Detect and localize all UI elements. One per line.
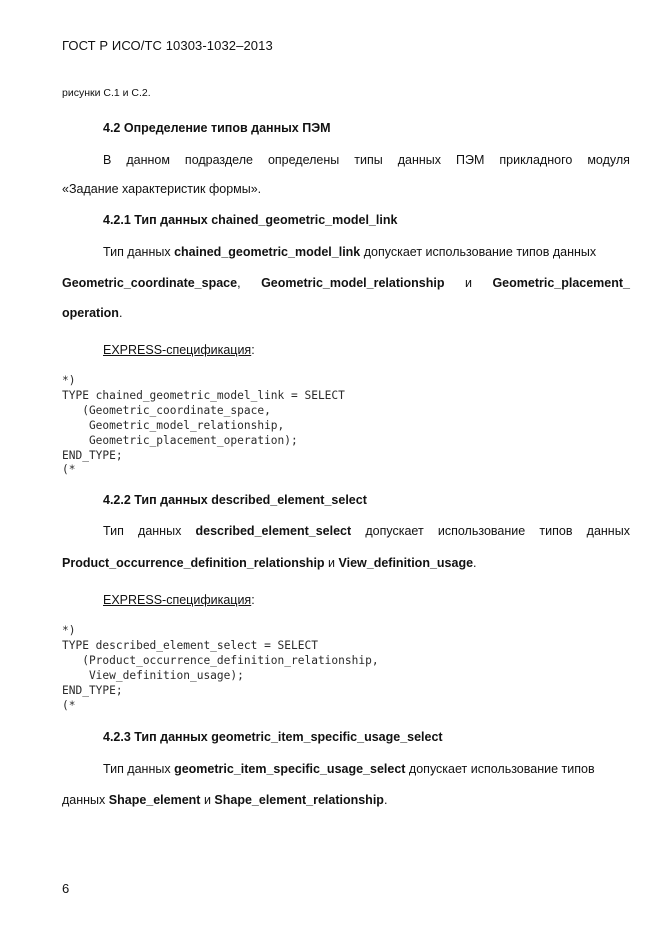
section-4-2-para-line2: «Задание характеристик формы». [62, 182, 262, 196]
code-line: *) [62, 374, 76, 387]
express-spec-link: EXPRESS-спецификация [103, 593, 252, 607]
colon: : [251, 593, 255, 607]
word: использование [437, 524, 526, 538]
period: . [473, 556, 477, 570]
section-4-2-1-heading: 4.2.1 Тип данных chained_geometric_model_link [103, 213, 398, 227]
document-header: ГОСТ Р ИСО/ТС 10303-1032–2013 [62, 38, 273, 53]
type-name: Geometric_placement_ [492, 276, 630, 290]
express-code-block [62, 374, 345, 478]
word: типы [354, 153, 383, 167]
text-segment: Тип данных [103, 245, 175, 259]
code-line: (* [62, 463, 76, 477]
intro-text: рисунки С.1 и С.2. [62, 87, 151, 99]
colon: : [251, 343, 255, 357]
type-name: View_definition_usage [338, 556, 474, 570]
text-segment: данных [62, 793, 109, 807]
word: данных [586, 524, 630, 538]
word: модуля [587, 153, 630, 167]
type-name: chained_geometric_model_link [174, 245, 361, 259]
text-segment: Тип данных [103, 762, 175, 776]
comma: , [237, 276, 241, 290]
text-segment: допускает использование типов [405, 762, 595, 776]
section-4-2-1-line2 [62, 276, 630, 290]
section-4-2-3-line1 [103, 762, 595, 776]
section-4-2-2-line1 [103, 524, 630, 538]
code-line: TYPE described_element_select = SELECT [62, 638, 318, 652]
code-line: View_definition_usage); [62, 668, 244, 682]
text-segment: допускает использование типов данных [360, 245, 597, 259]
conjunction: и [200, 793, 215, 807]
section-4-2-3-line2 [62, 793, 387, 807]
type-name: Geometric_model_relationship [261, 276, 445, 290]
section-4-2-2-line2 [62, 556, 477, 570]
conjunction: и [464, 276, 472, 290]
section-4-2-1-line1 [103, 245, 596, 259]
word: данных [138, 524, 182, 538]
word: прикладного [499, 153, 573, 167]
word: Тип [103, 524, 124, 538]
code-line: TYPE chained_geometric_model_link = SELECT [62, 388, 345, 402]
code-line: END_TYPE; [62, 683, 123, 697]
period: . [383, 793, 388, 807]
page-number: 6 [62, 881, 70, 896]
type-name: operation [62, 306, 119, 320]
section-4-2-2-heading: 4.2.2 Тип данных described_element_select [103, 493, 367, 507]
type-name: Shape_element_relationship [214, 793, 384, 807]
code-line: (Geometric_coordinate_space, [62, 403, 271, 417]
type-name: Product_occurrence_definition_relationship [62, 556, 325, 570]
code-line: *) [62, 624, 76, 637]
type-name: Geometric_coordinate_space [62, 276, 238, 290]
word: В [103, 153, 112, 167]
section-4-2-1-line3 [62, 306, 122, 320]
word: подразделе [184, 153, 253, 167]
express-spec-link: EXPRESS-спецификация [103, 343, 252, 357]
code-line: (Product_occurrence_definition_relationship, [62, 653, 379, 667]
word: данных [397, 153, 442, 167]
word: допускает [365, 524, 424, 538]
type-name: geometric_item_specific_usage_select [174, 762, 406, 776]
code-line: Geometric_placement_operation); [62, 433, 298, 447]
word: определены [267, 153, 340, 167]
code-line: Geometric_model_relationship, [62, 418, 285, 432]
express-code-block [62, 624, 379, 713]
code-line: END_TYPE; [62, 448, 123, 462]
section-4-2-heading: 4.2 Определение типов данных ПЭМ [103, 121, 331, 135]
conjunction: и [324, 556, 339, 570]
word: ПЭМ [456, 153, 485, 167]
section-4-2-3-heading: 4.2.3 Тип данных geometric_item_specific_usage_select [103, 730, 443, 744]
express-spec-label [103, 343, 255, 357]
express-spec-label [103, 593, 255, 607]
type-name: Shape_element [108, 793, 201, 807]
word: типов [539, 524, 573, 538]
word: данном [126, 153, 170, 167]
code-line: (* [62, 698, 76, 712]
section-4-2-para-line1 [103, 153, 630, 167]
type-name: described_element_select [195, 524, 352, 538]
period: . [118, 306, 123, 320]
